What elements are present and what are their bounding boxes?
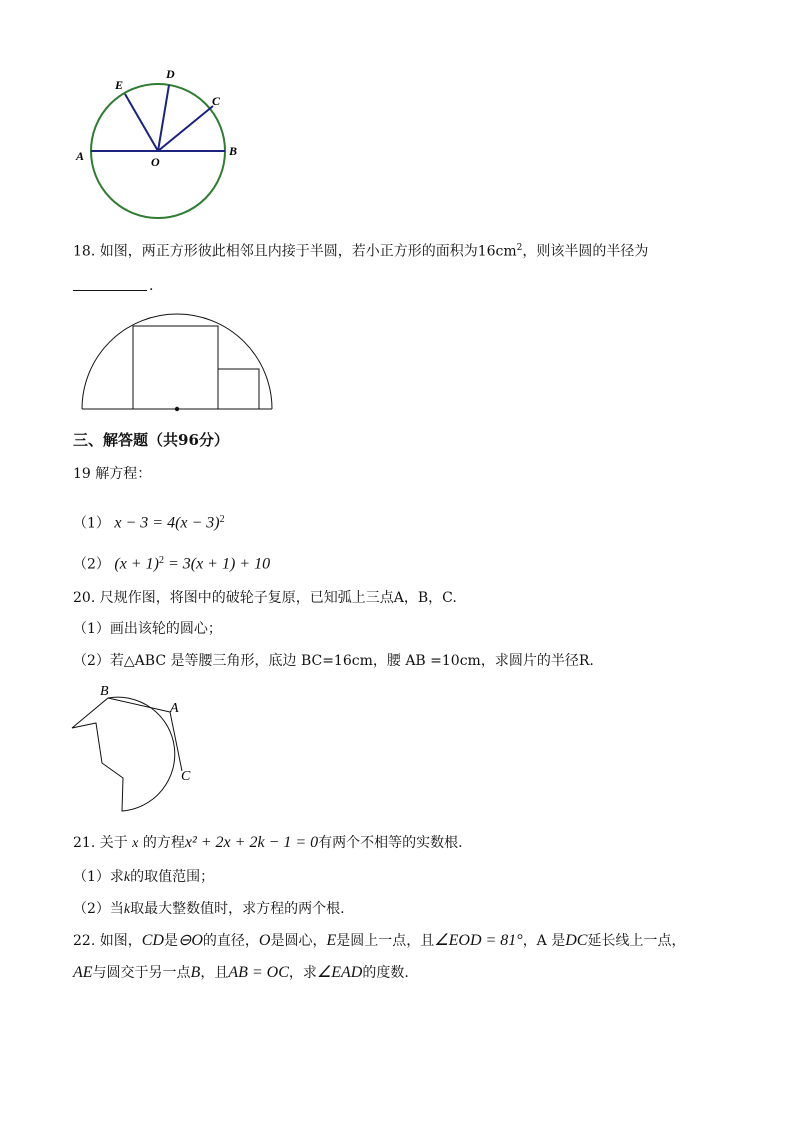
q21-text-c: 有两个不相等的实数根.	[318, 835, 463, 851]
radius-od	[158, 85, 169, 151]
q18-sup: 2	[516, 243, 523, 253]
q20-number: 20.	[73, 590, 96, 606]
q18-text: 如图，两正方形彼此相邻且内接于半圆，若小正方形的面积为16cm	[99, 243, 517, 260]
small-square	[218, 369, 259, 409]
q19-item-2	[73, 551, 270, 575]
q18-answer-blank[interactable]	[73, 288, 147, 291]
q19-item-2-lhs: (x + 1)	[114, 555, 159, 573]
q22-o: O	[258, 932, 271, 949]
q21-var-k-2: k	[123, 902, 131, 917]
figure-broken-wheel	[66, 680, 206, 815]
q22-angle-ead: ∠EAD	[316, 964, 363, 981]
q21-text-a: 关于	[99, 835, 128, 851]
q22-l2-d: 的度数.	[362, 965, 409, 981]
q21-item-1-a: （1）求	[73, 869, 124, 885]
q19-number: 19	[73, 466, 91, 482]
q21-item-1	[73, 867, 214, 888]
figure-semicircle-squares	[78, 310, 278, 415]
question-20	[73, 588, 457, 608]
q19-text: 解方程：	[95, 466, 152, 482]
q21-item-2-b: 取最大整数值时，求方程的两个根.	[130, 901, 345, 917]
wheel-outline	[72, 697, 175, 811]
q22-number: 22.	[73, 933, 96, 949]
label-b: B	[229, 144, 238, 158]
q21-item-1-b: 的取值范围；	[130, 869, 215, 885]
q22-e: E	[326, 932, 337, 949]
q22-l1-a: 如图，	[99, 933, 142, 949]
question-22-line-2	[73, 963, 409, 983]
q22-ae: AE	[73, 964, 93, 981]
question-22-line-1	[73, 931, 685, 951]
q22-l1-c: 的直径，	[202, 933, 259, 949]
label-a: A	[76, 149, 85, 163]
q21-equation: x² + 2x + 2k − 1 = 0	[184, 834, 319, 851]
q19-item-1-rhs: (x − 3)	[175, 514, 220, 532]
q21-var-x: x	[132, 836, 139, 851]
q19-item-1	[73, 510, 225, 534]
q22-l1-d: 是圆心，	[270, 933, 327, 949]
q22-l2-a: 与圆交于另一点	[92, 965, 191, 981]
q22-l2-c: ，求	[288, 965, 317, 981]
semicircle-arc	[82, 314, 272, 409]
q19-item-2-label: （2）	[73, 556, 110, 573]
question-21	[73, 833, 463, 854]
question-18	[73, 238, 648, 262]
radius-oe	[125, 94, 158, 151]
q18-blank-end: .	[149, 278, 154, 294]
wheel-label-a: A	[170, 701, 179, 716]
q21-var-k: k	[123, 870, 131, 885]
q18-number: 18.	[73, 243, 96, 260]
q20-item-2: （2）若△ABC 是等腰三角形，底边 BC=16cm，腰 AB =10cm，求圆片的半径R.	[73, 653, 594, 669]
q19-item-1-label: （1）	[73, 515, 110, 532]
label-c: C	[212, 94, 221, 108]
q22-b: B	[190, 964, 201, 981]
wheel-label-b: B	[100, 684, 109, 699]
q22-cd: CD	[141, 932, 164, 949]
q22-l1-g: 延长线上一点，	[587, 933, 686, 949]
q20-text: 尺规作图，将图中的破轮子复原，已知弧上三点A，B，C.	[99, 590, 457, 606]
q22-l1-f: ，A 是	[522, 933, 566, 949]
q22-circle-o: ⊖O	[177, 932, 203, 949]
q21-text-b: 的方程	[142, 835, 185, 851]
radius-oc	[158, 106, 213, 151]
q22-l2-b: ，且	[200, 965, 229, 981]
chord-ba	[108, 698, 170, 712]
q19-item-2-rhs: = 3(x + 1) + 10	[163, 555, 271, 573]
question-19	[73, 464, 151, 484]
q22-l1-b: 是	[163, 933, 178, 949]
label-o: O	[151, 155, 160, 169]
wheel-label-c: C	[181, 769, 191, 784]
q21-number: 21.	[73, 835, 96, 851]
q22-angle-eod: ∠EOD = 81°	[434, 932, 523, 949]
q18-text-end: ，则该半圆的半径为	[522, 243, 649, 260]
q19-item-1-exp: 2	[219, 514, 225, 525]
q22-ab-oc: AB = OC	[228, 964, 289, 981]
chord-ac	[170, 712, 182, 771]
q22-l1-e: 是圆上一点，且	[336, 933, 435, 949]
center-point	[175, 407, 179, 411]
label-e: E	[115, 78, 124, 92]
section-3-title: 三、解答题（共96分）	[73, 431, 229, 449]
q21-item-2-a: （2）当	[73, 901, 124, 917]
large-square	[133, 326, 218, 409]
q21-item-2	[73, 899, 345, 920]
label-d: D	[166, 67, 175, 81]
figure-circle-radii	[70, 62, 260, 227]
q19-item-2-exp: 2	[158, 555, 164, 566]
q20-item-1: （1）画出该轮的圆心；	[73, 621, 222, 637]
q19-item-1-lhs: x − 3 = 4	[114, 514, 176, 532]
q22-dc: DC	[565, 932, 588, 949]
